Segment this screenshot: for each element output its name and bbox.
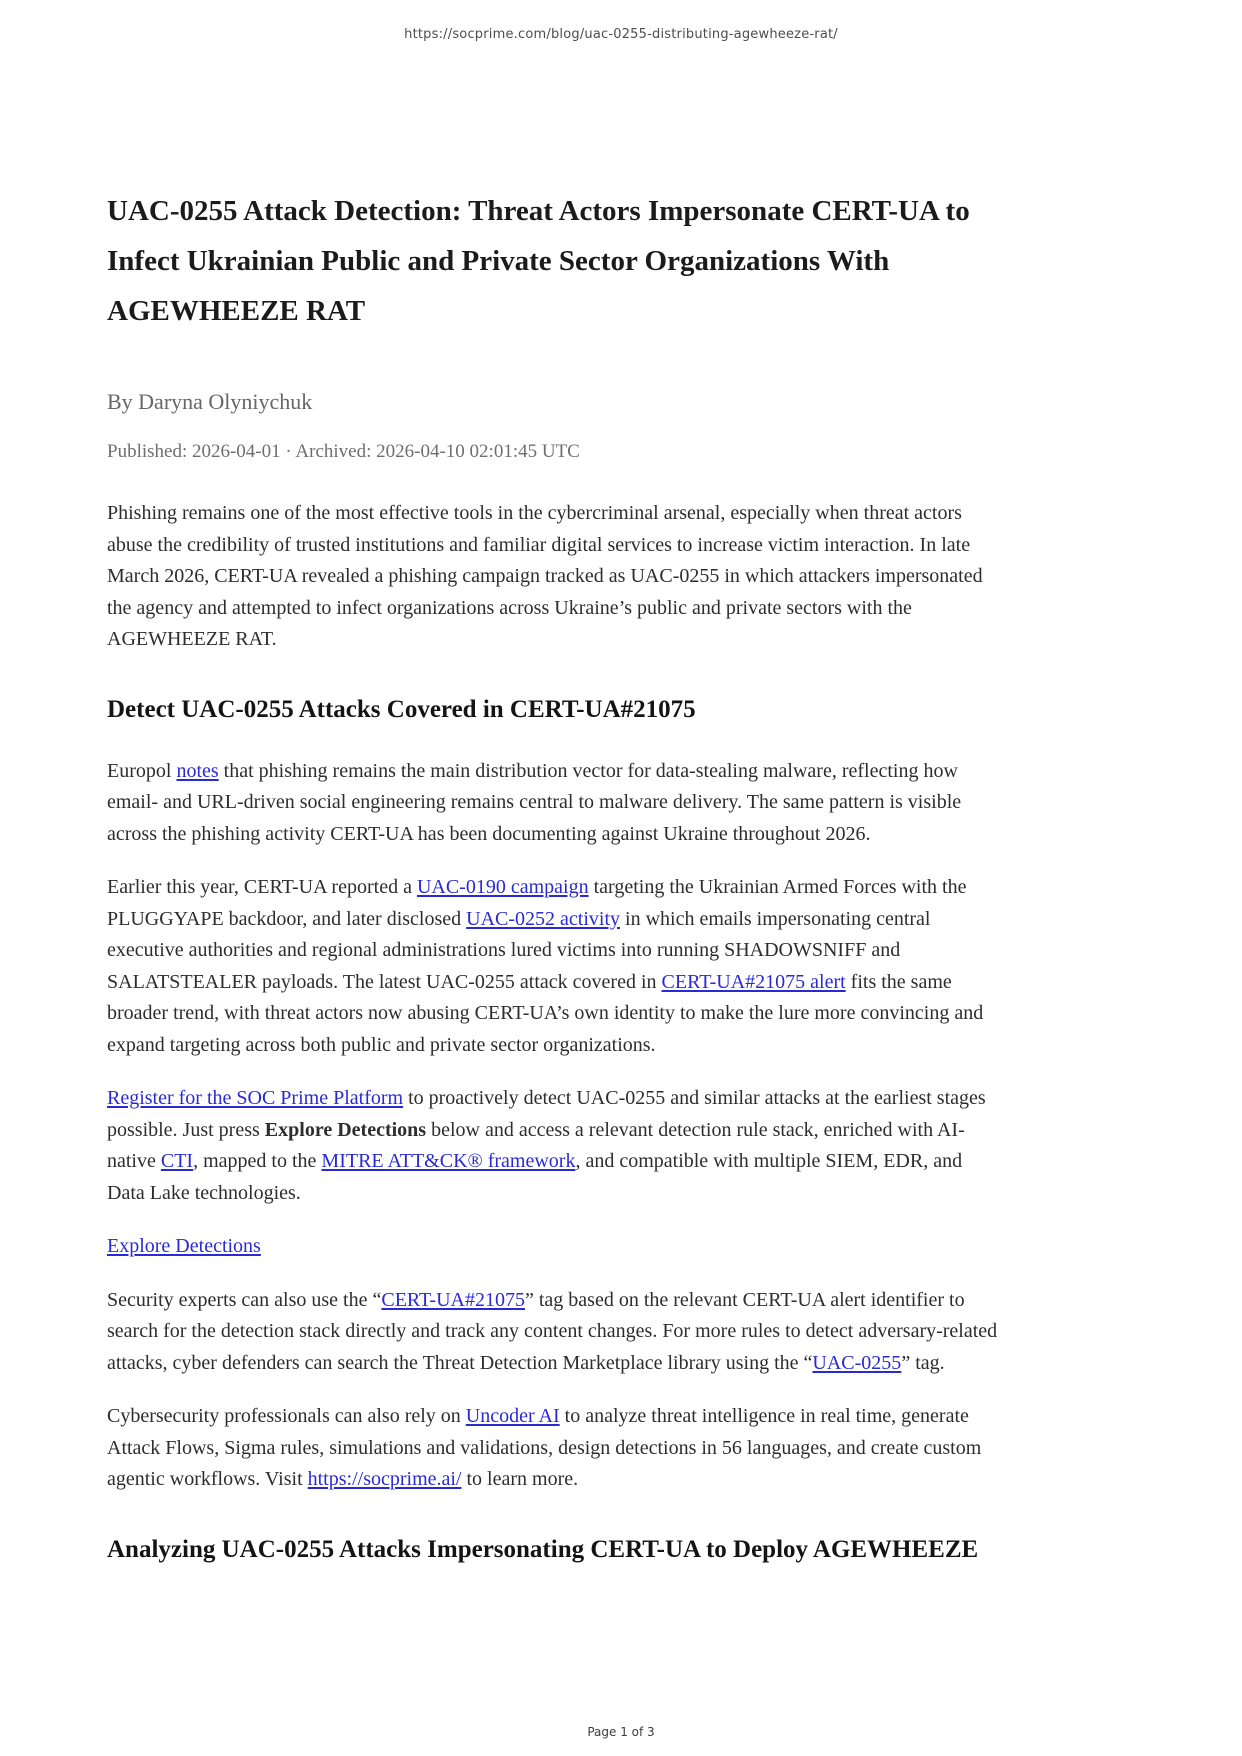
link-europol-notes[interactable]: notes (176, 759, 219, 782)
link-uac-0255-tag[interactable]: UAC-0255 (812, 1351, 902, 1374)
article-byline: By Daryna Olyniychuk (107, 389, 313, 414)
text-run: Phishing remains one of the most effective tools in the cybercriminal arsenal, especially when threat actors abuse the credibility of trusted institutions and familiar digital services to increase victim interaction. In late March 2026, CERT-UA revealed a phishing campaign tracked as UAC-0255 in which attackers impersonated the agency and attempted to infect organizations across Ukraine’s public and private sectors with the AGEWHEEZE RAT. (107, 502, 983, 650)
text-run: Security experts can also use the “ (107, 1288, 382, 1311)
paragraph-uncoder-ai (107, 1401, 1002, 1496)
text-run: ” tag. (901, 1351, 945, 1374)
paragraph-explore-detections-link (107, 1231, 1002, 1263)
link-uncoder-ai[interactable]: Uncoder AI (465, 1405, 560, 1427)
text-run: to analyze threat intelligence in real time, generate Attack Flows, Sigma rules, simulations and validations, design detections in 56 languages, and create custom agentic workflows. Visit (107, 1405, 982, 1490)
link-socprime-ai[interactable]: https://socprime.ai/ (307, 1468, 462, 1490)
text-run: to learn more. (461, 1468, 579, 1490)
paragraph-register-platform (107, 1083, 1002, 1209)
link-mitre-attack-framework[interactable]: MITRE ATT&CK® framework (321, 1150, 576, 1172)
article-body (107, 186, 1002, 1596)
paragraph-security-experts (107, 1285, 1002, 1380)
text-run: that phishing remains the main distribution vector for data-stealing malware, reflecting how email- and URL-driven social engineering remains central to malware delivery. The same pattern is visible across the phishing activity CERT-UA has been documenting against Ukraine throughout 2026. (107, 759, 962, 845)
article-meta-dates: Published: 2026-04-01 · Archived: 2026-04-10 02:01:45 UTC (107, 441, 580, 462)
link-uac-0190-campaign[interactable]: UAC-0190 campaign (416, 876, 589, 898)
link-cert-ua-21075-alert[interactable]: CERT-UA#21075 alert (661, 970, 846, 993)
text-run: in which emails impersonating central executive authorities and regional administrations lured victims into running SHADOWSNIFF and SALATSTEALER payloads. The latest UAC-0255 attack covered in (107, 907, 931, 993)
paragraph-intro (107, 498, 1002, 656)
text-run: targeting the Ukrainian Armed Forces with the PLUGGYAPE backdoor, and later disclosed (107, 876, 967, 930)
text-run: Earlier this year, CERT-UA reported a (107, 876, 417, 898)
text-run: to proactively detect UAC-0255 and similar attacks at the earliest stages possible. Just press (107, 1087, 986, 1141)
heading-detect-uac-0255: Detect UAC-0255 Attacks Covered in CERT-UA#21075 (107, 695, 696, 723)
text-run: Cybersecurity professionals can also rely on (107, 1405, 466, 1427)
paragraph-earlier-campaigns (107, 872, 1002, 1061)
article-title: UAC-0255 Attack Detection: Threat Actors Impersonate CERT-UA to Infect Ukrainian Public and Private Sector Organizations With AGEWHEEZE RAT (107, 195, 970, 327)
text-run: fits the same broader trend, with threat actors now abusing CERT-UA’s own identity to make the lure more convincing and expand targeting across both public and private sector organizations. (107, 970, 984, 1056)
link-cti[interactable]: CTI (160, 1150, 194, 1172)
print-header-url: https://socprime.com/blog/uac-0255-distributing-agewheeze-rat/ (404, 27, 838, 42)
text-run: Europol (107, 759, 177, 782)
heading-analyzing-uac-0255: Analyzing UAC-0255 Attacks Impersonating CERT-UA to Deploy AGEWHEEZE (107, 1535, 979, 1563)
text-run: ” tag based on the relevant CERT-UA alert identifier to search for the detection stack directly and track any content changes. For more rules to detect adversary-related attacks, cyber defenders can search the Threat Detection Marketplace library using the “ (107, 1288, 998, 1374)
text-run: below and access a relevant detection rule stack, enriched with AI-native (107, 1118, 965, 1172)
link-uac-0252-activity[interactable]: UAC-0252 activity (466, 907, 621, 930)
bold-explore-detections: Explore Detections (264, 1118, 427, 1141)
text-run: , and compatible with multiple SIEM, EDR, and Data Lake technologies. (107, 1150, 963, 1204)
link-register-soc-prime-platform[interactable]: Register for the SOC Prime Platform (107, 1087, 404, 1109)
link-cert-ua-21075-tag[interactable]: CERT-UA#21075 (381, 1288, 525, 1311)
link-explore-detections[interactable]: Explore Detections (107, 1235, 261, 1257)
page-number: Page 1 of 3 (587, 1725, 655, 1739)
paragraph-europol (107, 756, 1002, 851)
text-run: , mapped to the (193, 1150, 322, 1172)
